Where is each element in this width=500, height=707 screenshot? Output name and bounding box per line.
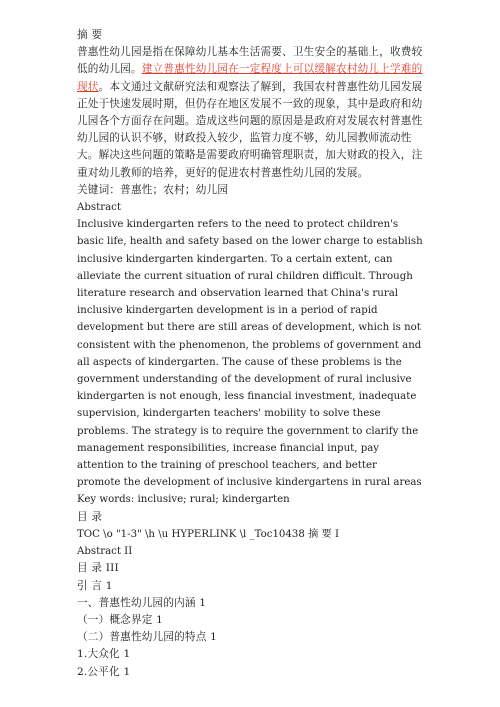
- toc-line[interactable]: 引 言 1: [77, 579, 113, 592]
- abstract-cn-body: [77, 44, 423, 182]
- toc-line[interactable]: 一、普惠性幼儿园的内涵 1: [77, 596, 207, 609]
- toc-line[interactable]: （一）概念界定 1: [77, 613, 164, 626]
- abstract-en-keywords: Key words: inclusive; rural; kindergarten: [77, 494, 290, 506]
- abstract-cn-text-after: 。本文通过文献研究法和观察法了解到，我国农村普惠性幼儿园发展正处于快速发展时期，但仍存在地区发展不一致的现象，其中是政府和幼儿园各个方面存在问题。造成这些问题的原因是是政府对发展农村普惠性幼儿园的认识不够，财政投入较少，监管力度不够，幼儿园教师流动性大。解决这些问题的策略是需要政府明确管理职责，加大财政的投入，注重对幼儿教师的培养，更好的促进农村普惠性幼儿园的发展。: [77, 80, 423, 179]
- abstract-cn-text-before: 普惠性幼儿园是指在保障幼儿基本生活需要、卫生安全的基础上，收费较低的幼儿园。: [77, 46, 423, 76]
- abstract-cn-keywords: 关键词：普惠性；农村；幼儿园: [77, 183, 229, 196]
- abstract-en-heading: Abstract: [77, 202, 121, 214]
- toc-line[interactable]: 目 录 III: [77, 562, 119, 575]
- toc-line[interactable]: Abstract II: [77, 546, 133, 558]
- toc-line[interactable]: （二）普惠性幼儿园的特点 1: [77, 631, 218, 644]
- toc-line[interactable]: TOC \o "1-3" \h \u HYPERLINK \l _Toc10438 摘 要 I: [77, 528, 339, 540]
- abstract-cn-link[interactable]: 建立普惠性幼儿园在一定程度上可以缓解农村幼儿上学难的现状: [77, 63, 423, 93]
- abstract-en-body: Inclusive kindergarten refers to the need to protect children's basic life, health and safety based on the lower charge to establish inclusive kindergarten kindergarten. To a certain extent, can alleviate the current situation of rural children difficult. Through literature research and observation learned that China's rural inclusive kindergarten development is in a period of rapid development but there are still areas of development, which is not consistent with the phenomenon, the problems of government and all aspects of kindergarten. The cause of these problems is the government understanding of the development of rural inclusive kindergarten is not enough, less financial investment, inadequate supervision, kindergarten teachers' mobility to solve these problems. The strategy is to require the government to clarify the management responsibilities, increase financial input, pay attention to the training of preschool teachers, and better promote the development of inclusive kindergartens in rural areas: [77, 219, 423, 489]
- toc-line[interactable]: 1.大众化 1: [77, 648, 131, 661]
- toc-line[interactable]: 2.公平化 1: [77, 665, 131, 678]
- abstract-cn-heading: 摘 要: [77, 29, 103, 41]
- toc-heading: 目 录: [77, 510, 103, 523]
